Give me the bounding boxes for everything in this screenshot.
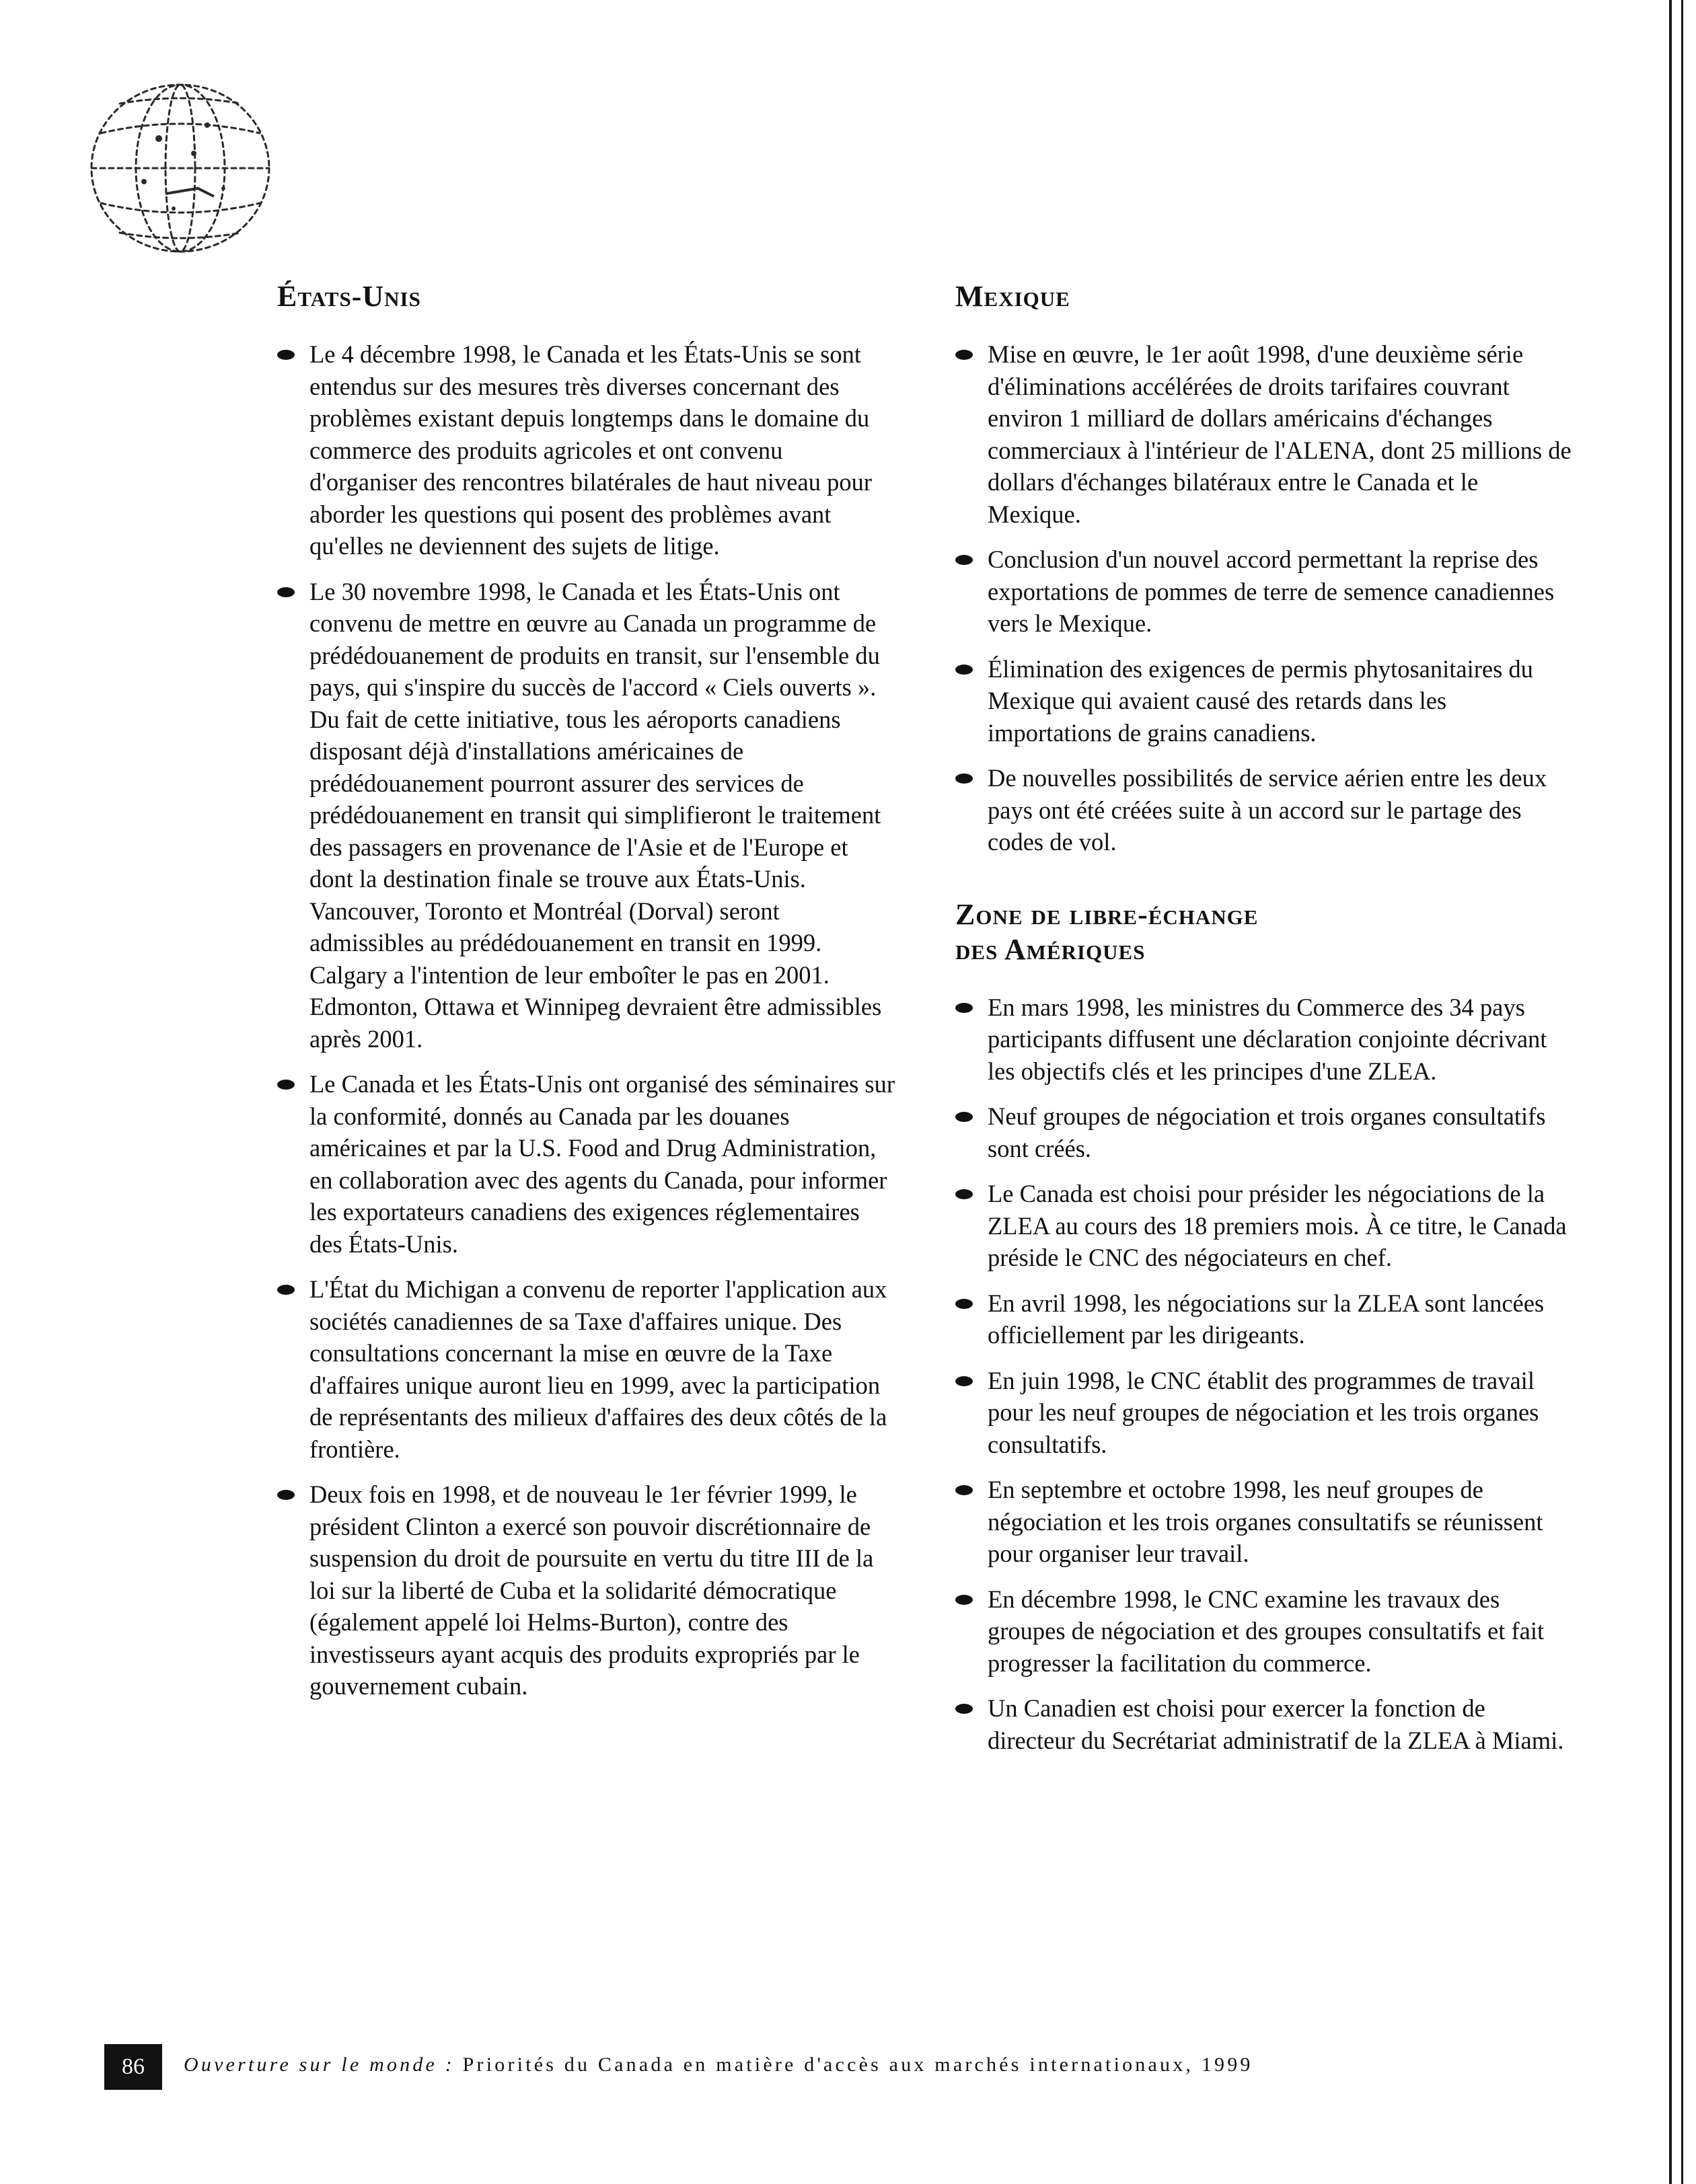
footer-title-italic: Ouverture sur le monde :	[184, 2054, 455, 2076]
bullet-icon	[955, 1376, 973, 1386]
bullet-icon	[955, 665, 973, 675]
bullet-icon	[277, 1285, 295, 1295]
section-title-etats-unis: États-Unis	[277, 280, 421, 313]
bullet-icon	[955, 1704, 973, 1714]
bullet-icon	[277, 1490, 295, 1500]
mexique-list	[955, 338, 1574, 858]
etats-unis-list	[277, 338, 896, 1702]
bullet-icon	[277, 1080, 295, 1090]
section-title-mexique: Mexique	[955, 280, 1070, 313]
list-item: De nouvelles possibilités de service aérien entre les deux pays ont été créées suite à un accord sur le partage des codes de vol.	[955, 762, 1574, 858]
bullet-icon	[955, 774, 973, 784]
bullet-icon	[277, 587, 295, 597]
list-item: En mars 1998, les ministres du Commerce des 34 pays participants diffusent une déclaration conjointe décrivant les objectifs clés et les principes d'une ZLEA.	[955, 991, 1574, 1088]
section-title-zlea: Zone de libre-échange des Amériques	[955, 897, 1259, 966]
bullet-icon	[955, 1299, 973, 1309]
zlea-list	[955, 991, 1574, 1757]
bullet-icon	[955, 1485, 973, 1495]
footer-title	[184, 2041, 1253, 2088]
bullet-icon	[955, 1112, 973, 1122]
list-item: Mise en œuvre, le 1er août 1998, d'une deuxième série d'éliminations accélérées de droits tarifaires couvrant environ 1 milliard de dollars américains d'échanges commerciaux à l'intérieur de l'ALENA, dont 25 millions de dollars d'échanges bilatéraux entre le Canada et le Mexique.	[955, 338, 1574, 530]
page-number: 86	[104, 2044, 162, 2090]
list-item: Le 30 novembre 1998, le Canada et les États-Unis ont convenu de mettre en œuvre au Canada un programme de prédédouanement de produits en transit, sur l'ensemble du pays, qui s'inspire du succès de l'accord « Ciels ouverts ». Du fait de cette initiative, tous les aéroports canadiens disposant déjà d'installations américaines de prédédouanement pourront assurer des services de prédédouanement en transit qui simplifieront le traitement des passagers en provenance de l'Asie et de l'Europe et dont la destination finale se trouve aux États-Unis. Vancouver, Toronto et Montréal (Dorval) seront admissibles au prédédouanement en transit en 1999. Calgary a l'intention de leur emboîter le pas en 2001. Edmonton, Ottawa et Winnipeg devraient être admissibles après 2001.	[277, 576, 896, 1055]
bullet-icon	[955, 555, 973, 565]
list-item: Le Canada et les États-Unis ont organisé des séminaires sur la conformité, donnés au Canada par les douanes américaines et par la U.S. Food and Drug Administration, en collaboration avec des agents du Canada, pour informer les exportateurs canadiens des exigences réglementaires des États-Unis.	[277, 1068, 896, 1260]
list-item: Neuf groupes de négociation et trois organes consultatifs sont créés.	[955, 1100, 1574, 1164]
list-item: En septembre et octobre 1998, les neuf groupes de négociation et les trois organes consultatifs se réunissent pour organiser leur travail.	[955, 1474, 1574, 1570]
list-item: En avril 1998, les négociations sur la ZLEA sont lancées officiellement par les dirigeants.	[955, 1287, 1574, 1351]
list-item: En décembre 1998, le CNC examine les travaux des groupes de négociation et des groupes consultatifs et fait progresser la facilitation du commerce.	[955, 1583, 1574, 1680]
bullet-icon	[277, 350, 295, 360]
globe-icon	[79, 74, 281, 262]
bullet-icon	[955, 1003, 973, 1013]
left-column	[277, 279, 896, 1716]
list-item: Conclusion d'un nouvel accord permettant la reprise des exportations de pommes de terre de semence canadiennes vers le Mexique.	[955, 543, 1574, 640]
list-item: L'État du Michigan a convenu de reporter l'application aux sociétés canadiennes de sa Taxe d'affaires unique. Des consultations concernant la mise en œuvre de la Taxe d'affaires unique auront lieu en 1999, avec la participation de représentants des milieux d'affaires des deux côtés de la frontière.	[277, 1273, 896, 1465]
list-item: Le Canada est choisi pour présider les négociations de la ZLEA au cours des 18 premiers mois. À ce titre, le Canada préside le CNC des négociateurs en chef.	[955, 1178, 1574, 1274]
bullet-icon	[955, 1595, 973, 1605]
footer-title-rest: Priorités du Canada en matière d'accès aux marchés internationaux, 1999	[454, 2054, 1253, 2076]
bullet-icon	[955, 350, 973, 360]
list-item: Un Canadien est choisi pour exercer la fonction de directeur du Secrétariat administratif de la ZLEA à Miami.	[955, 1692, 1574, 1756]
list-item: Deux fois en 1998, et de nouveau le 1er février 1999, le président Clinton a exercé son pouvoir discrétionnaire de suspension du droit de poursuite en vertu du titre III de la loi sur la liberté de Cuba et la solidarité démocratique (également appelé loi Helms-Burton), contre des investisseurs ayant acquis des produits expropriés par le gouvernement cubain.	[277, 1478, 896, 1702]
list-item: Élimination des exigences de permis phytosanitaires du Mexique qui avaient causé des retards dans les importations de grains canadiens.	[955, 653, 1574, 749]
right-column	[955, 279, 1574, 1770]
page-footer	[104, 2041, 1517, 2088]
bullet-icon	[955, 1189, 973, 1199]
list-item: En juin 1998, le CNC établit des programmes de travail pour les neuf groupes de négociation et les trois organes consultatifs.	[955, 1365, 1574, 1461]
list-item: Le 4 décembre 1998, le Canada et les États-Unis se sont entendus sur des mesures très diverses concernant des problèmes existant depuis longtemps dans le domaine du commerce des produits agricoles et ont convenu d'organiser des rencontres bilatérales de haut niveau pour aborder les questions qui posent des problèmes avant qu'elles ne deviennent des sujets de litige.	[277, 338, 896, 562]
scanned-page-edge	[1669, 0, 1696, 2184]
